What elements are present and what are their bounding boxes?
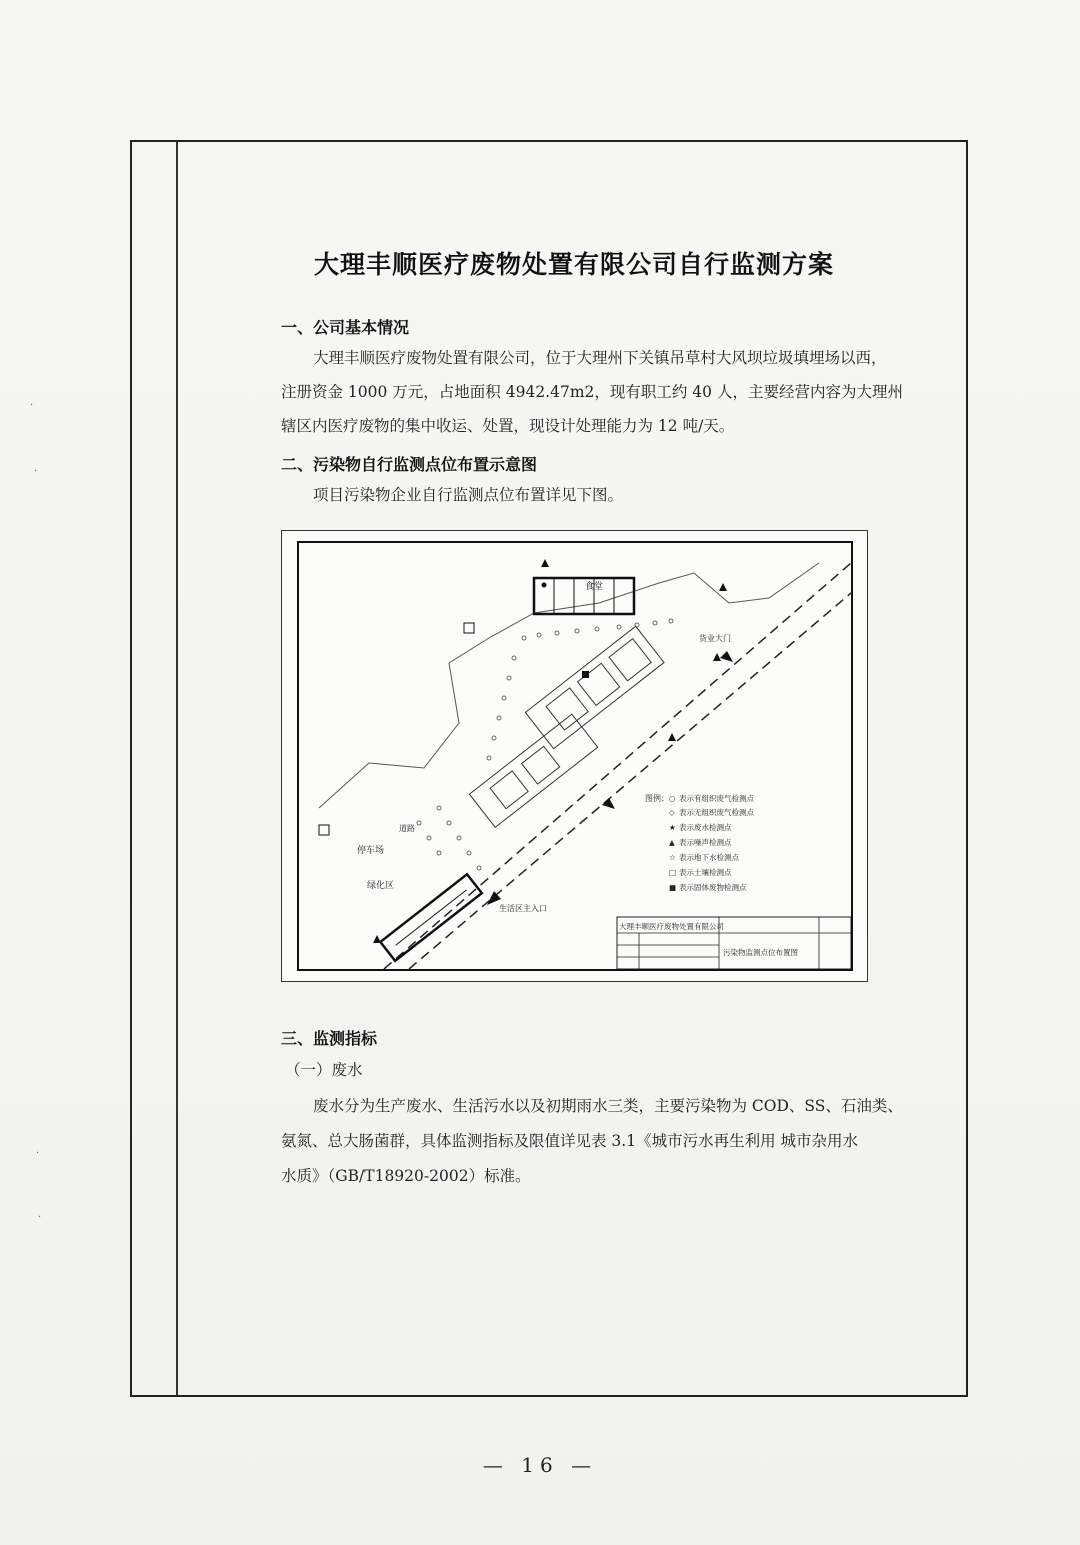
solid-waste-point-icon xyxy=(582,671,589,678)
site-boundary xyxy=(319,563,819,808)
document-title: 大理丰顺医疗废物处置有限公司自行监测方案 xyxy=(313,250,834,279)
main-road-edge xyxy=(384,563,851,969)
legend xyxy=(669,793,754,892)
scan-speck: · xyxy=(36,1148,40,1159)
paragraph-line: 辖区内医疗废物的集中收运、处置，现设计处理能力为 12 吨/天。 xyxy=(281,417,735,435)
monitoring-point-layout-figure xyxy=(281,530,868,982)
site-plan-svg xyxy=(299,543,851,969)
main-road-edge xyxy=(409,593,851,969)
section-heading-monitoring-indicators: 三、监测指标 xyxy=(281,1029,378,1048)
paragraph-line: 废水分为生产废水、生活污水以及初期雨水三类，主要污染物为 COD、SS、石油类、 xyxy=(313,1097,903,1115)
organized-gas-point-icon xyxy=(542,583,547,588)
title-block xyxy=(617,917,851,969)
noise-point-icon xyxy=(668,733,676,741)
page-number: — 16 — xyxy=(482,1453,598,1477)
noise-point-icon xyxy=(373,935,381,943)
legend-symbol: ▲ xyxy=(669,838,675,847)
scan-speck: · xyxy=(30,400,34,411)
noise-point-icon xyxy=(719,583,727,591)
scan-speck: · xyxy=(34,466,38,477)
noise-point-icon xyxy=(713,653,721,661)
direction-arrow-icon xyxy=(720,651,733,662)
label-road: 道路 xyxy=(399,824,415,833)
site-plan-drawing xyxy=(297,541,853,971)
title-block-drawing-title: 污染物监测点位布置图 xyxy=(723,948,798,957)
plant-buildings xyxy=(525,626,664,748)
legend-text: 表示噪声检测点 xyxy=(679,838,732,847)
title-block-company: 大理丰顺医疗废物处置有限公司 xyxy=(619,922,724,931)
paragraph-line: 大理丰顺医疗废物处置有限公司，位于大理州下关镇吊草村大风坝垃圾填埋场以西， xyxy=(313,349,887,367)
legend-title: 图例： xyxy=(645,794,669,803)
paragraph-line: 项目污染物企业自行监测点位布置详见下图。 xyxy=(313,486,624,504)
incinerator-building xyxy=(380,874,481,961)
legend-symbol: ○ xyxy=(669,794,676,803)
legend-text: 表示废水检测点 xyxy=(679,823,732,832)
scan-speck: · xyxy=(38,1212,42,1223)
legend-text: 表示有组织废气检测点 xyxy=(679,794,754,803)
tree-rows xyxy=(417,619,673,870)
legend-text: 表示土壤检测点 xyxy=(679,868,732,877)
direction-arrow-icon xyxy=(602,798,615,809)
label-canteen: 食堂 xyxy=(585,582,604,592)
paragraph-line: 水质》（GB/T18920-2002）标准。 xyxy=(281,1167,531,1185)
legend-text: 表示固体废物检测点 xyxy=(679,883,747,892)
label-service-gate: 货业大门 xyxy=(699,634,731,643)
plant-buildings xyxy=(469,714,597,827)
subheading-wastewater: （一）废水 xyxy=(285,1061,363,1079)
section-heading-monitoring-layout: 二、污染物自行监测点位布置示意图 xyxy=(281,455,538,474)
label-parking: 停车场 xyxy=(357,846,385,856)
legend-text: 表示地下水检测点 xyxy=(679,853,739,862)
legend-symbol: ☆ xyxy=(669,853,676,862)
legend-symbol: ★ xyxy=(669,823,676,832)
soil-point-icon xyxy=(319,825,329,835)
noise-point-icon xyxy=(541,559,549,567)
legend-symbol: □ xyxy=(669,868,677,877)
paragraph-line: 氨氮、总大肠菌群，具体监测指标及限值详见表 3.1《城市污水再生利用 城市杂用水 xyxy=(281,1132,859,1150)
label-greenery: 绿化区 xyxy=(367,881,395,891)
label-main-gate: 生活区主入口 xyxy=(499,904,547,913)
binding-margin-line xyxy=(176,142,178,1395)
soil-point-icon xyxy=(464,623,474,633)
legend-symbol: ■ xyxy=(669,883,677,892)
legend-text: 表示无组织废气检测点 xyxy=(679,808,754,817)
paragraph-line: 注册资金 1000 万元，占地面积 4942.47m2，现有职工约 40 人，主要经营内容为大理州 xyxy=(281,383,903,401)
legend-symbol: ◇ xyxy=(669,808,675,817)
section-heading-company-info: 一、公司基本情况 xyxy=(281,318,410,337)
